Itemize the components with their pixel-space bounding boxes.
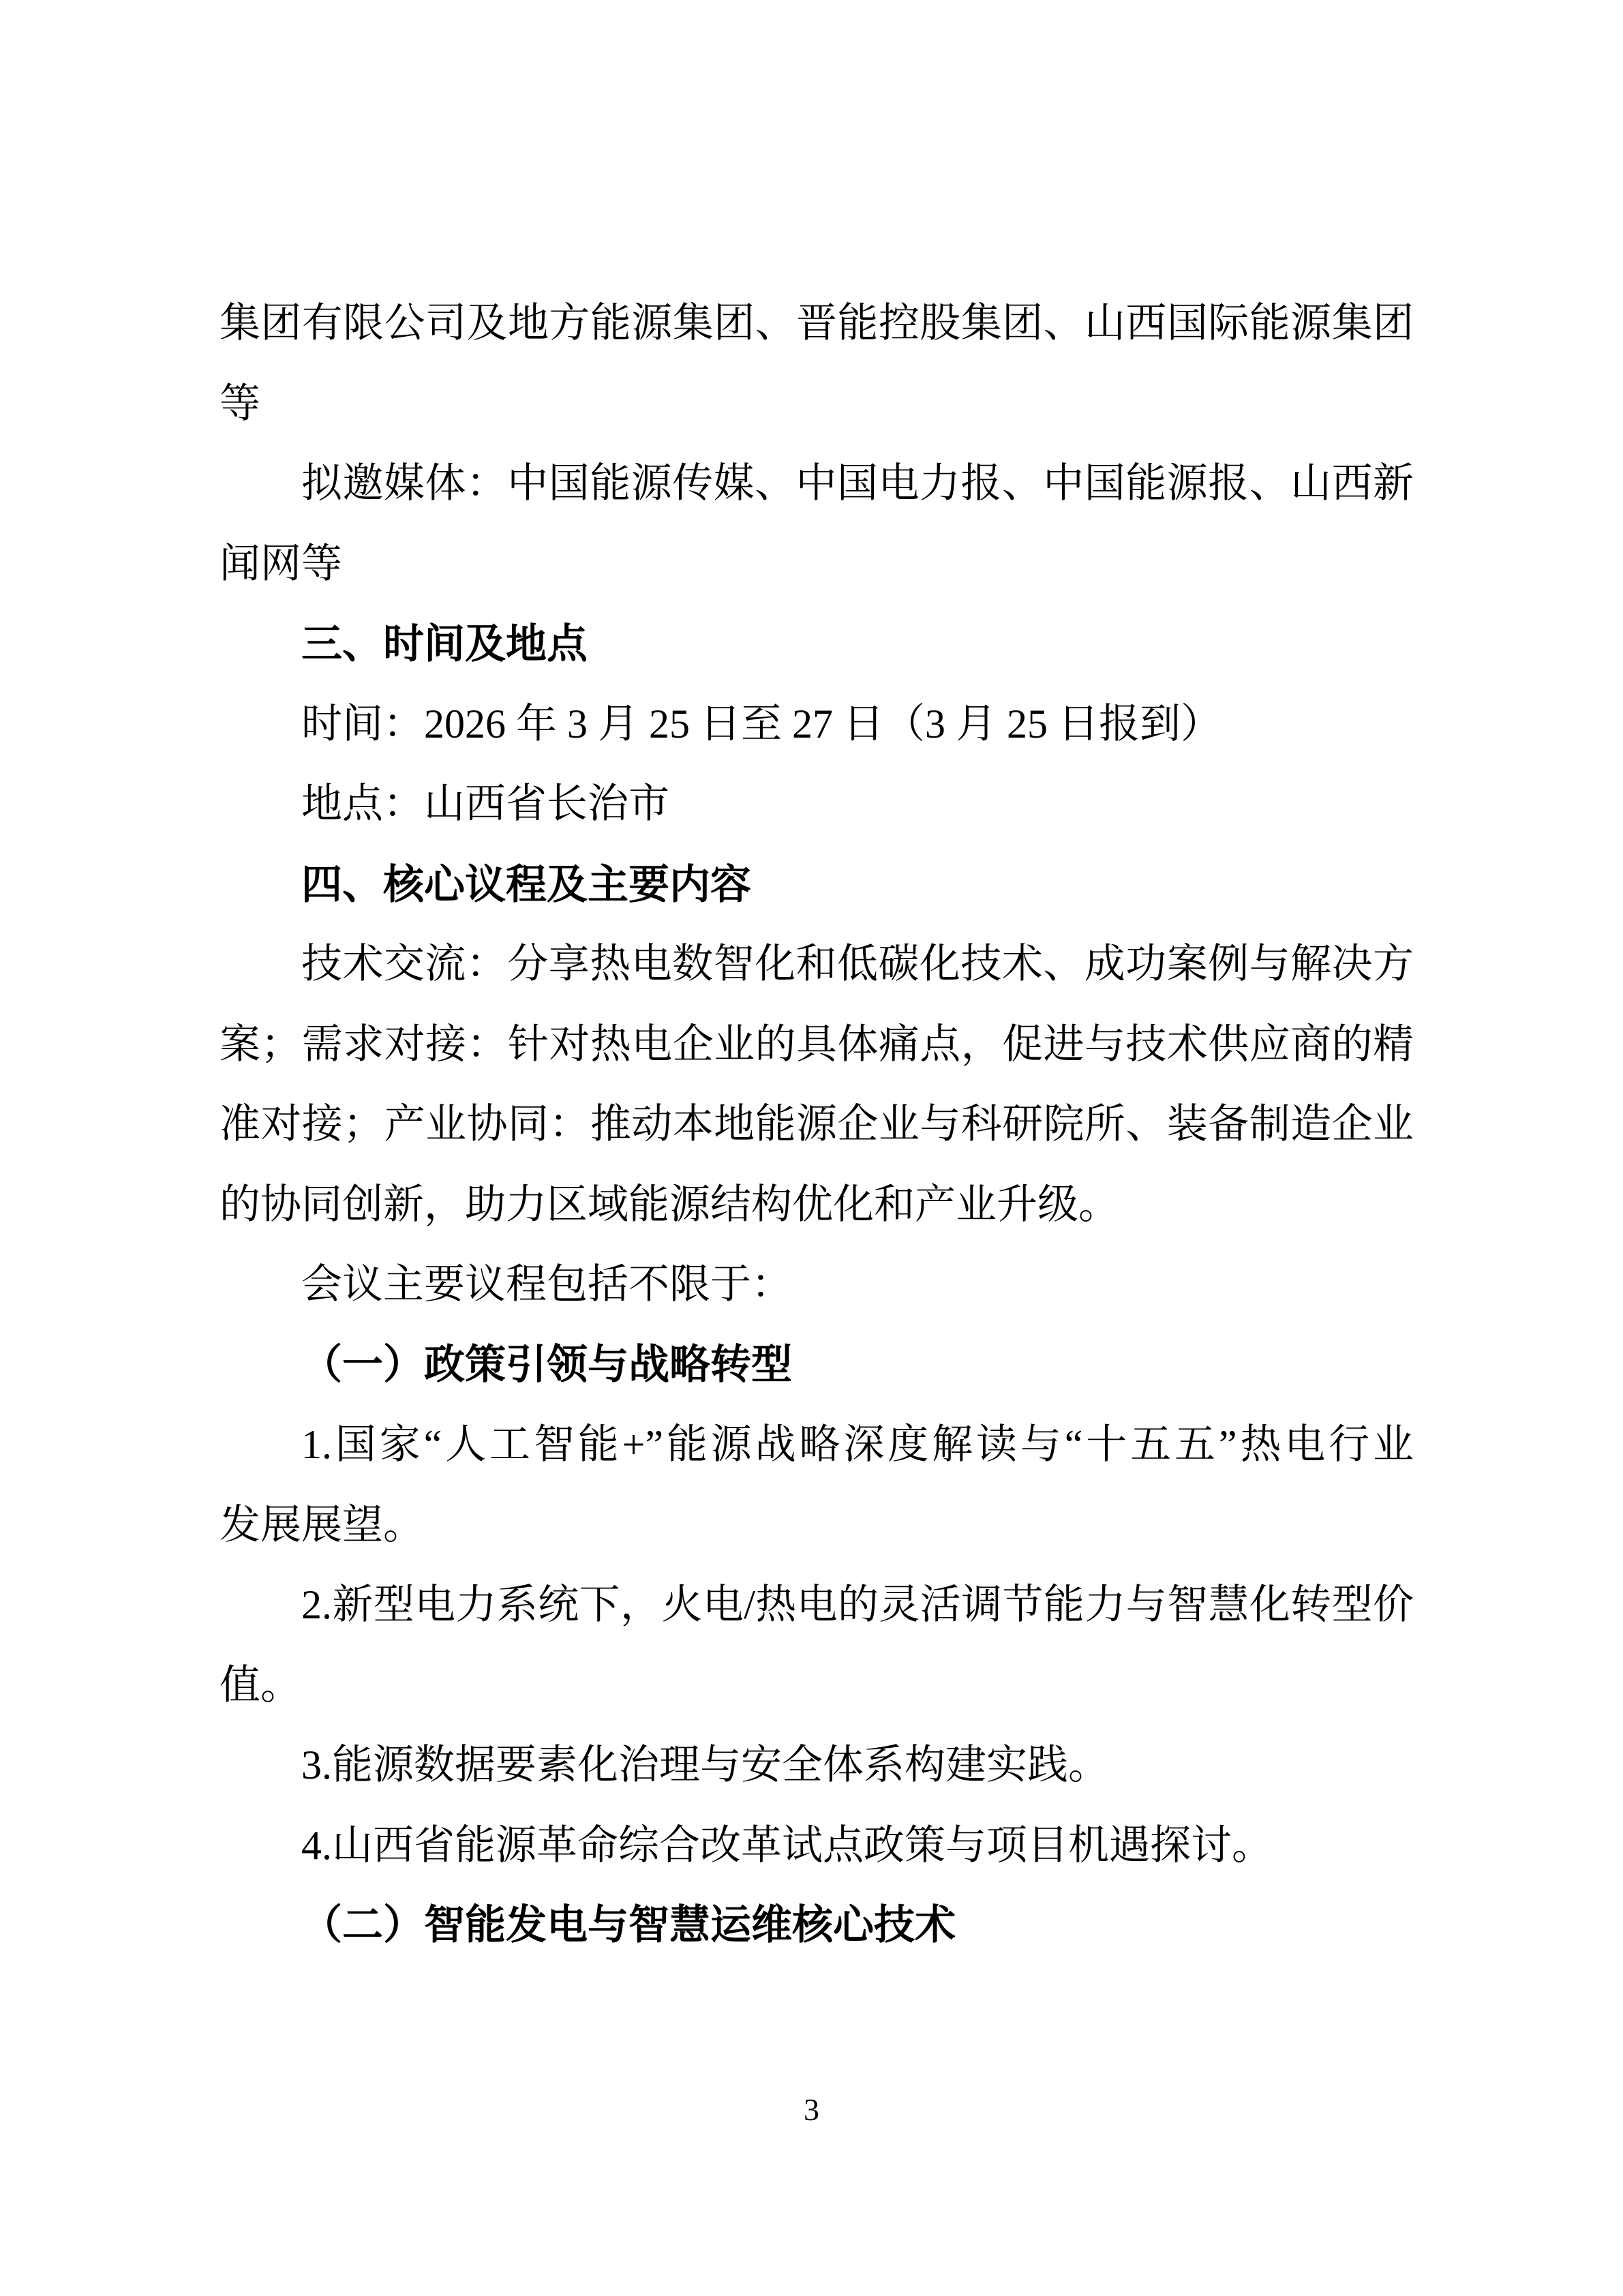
document-line: 拟邀媒体：中国能源传媒、中国电力报、中国能源报、山西新 [301,461,1414,506]
document-line: 1.国家“人工智能+”能源战略深度解读与“十五五”热电行业 [301,1422,1414,1467]
document-line: 四、核心议程及主要内容 [301,861,751,907]
document-line: 时间：2026 年 3 月 25 日至 27 日（3 月 25 日报到） [301,701,1222,746]
document-line: （二）智能发电与智慧运维核心技术 [301,1903,956,1948]
document-line: 闻网等 [219,541,342,586]
document-line: 等 [219,380,260,426]
document-line: 的协同创新，助力区域能源结构优化和产业升级。 [219,1181,1119,1227]
document-line: （一）政策引领与战略转型 [301,1342,792,1387]
page-number: 3 [804,2092,819,2127]
document-line: 三、时间及地点 [301,621,588,667]
document-line: 4.山西省能源革命综合改革试点政策与项目机遇探讨。 [301,1822,1273,1868]
document-line: 准对接；产业协同：推动本地能源企业与科研院所、装备制造企业 [219,1102,1414,1147]
document-line: 技术交流：分享热电数智化和低碳化技术、成功案例与解决方 [301,941,1414,986]
document-line: 案；需求对接：针对热电企业的具体痛点，促进与技术供应商的精 [219,1021,1414,1067]
document-line: 集团有限公司及地方能源集团、晋能控股集团、山西国际能源集团 [219,301,1414,346]
document-line: 2.新型电力系统下，火电/热电的灵活调节能力与智慧化转型价 [301,1582,1414,1627]
document-line: 发展展望。 [219,1502,424,1547]
document-line: 地点：山西省长治市 [301,781,669,826]
document-line: 值。 [219,1662,301,1708]
document-line: 会议主要议程包括不限于： [301,1262,792,1307]
document-body [219,284,1414,1966]
document-line: 3.能源数据要素化治理与安全体系构建实践。 [301,1742,1109,1787]
